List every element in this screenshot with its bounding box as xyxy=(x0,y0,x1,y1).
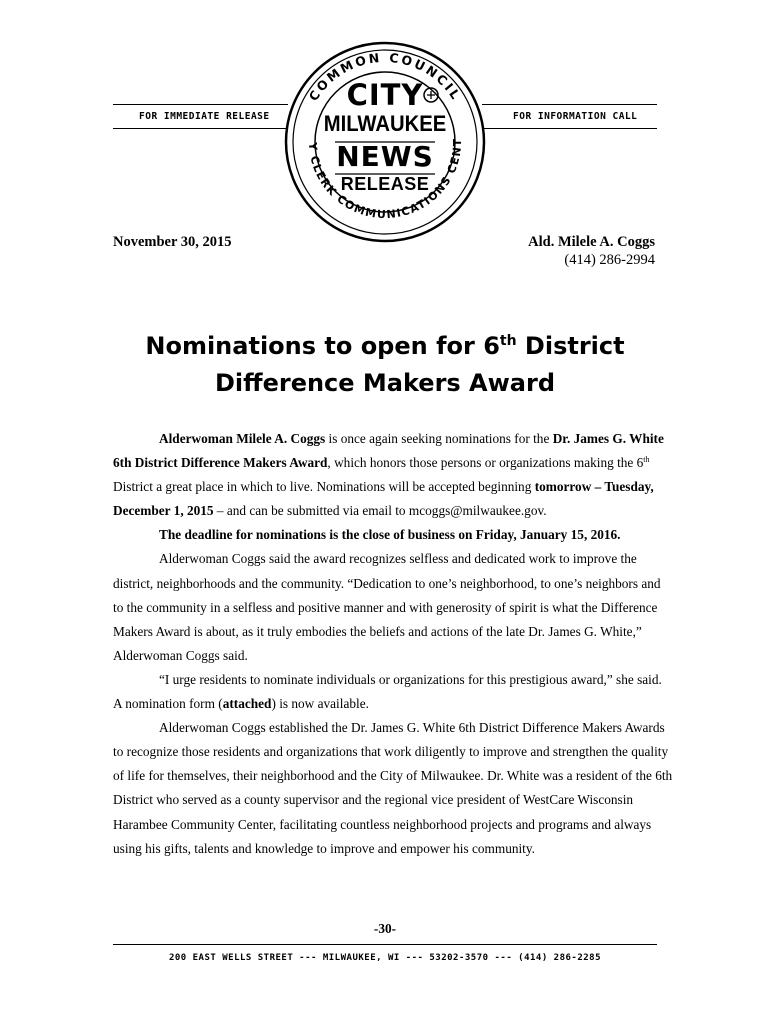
deadline-text: The deadline for nominations is the close of business on Friday, January 15, 2016. xyxy=(159,527,621,543)
footer-rule xyxy=(113,944,657,945)
paragraph-4 xyxy=(113,668,673,716)
seal-top-ring-text: COMMON COUNCIL xyxy=(305,49,465,104)
p1-text-4: – and can be submitted via email to mcoggs@milwaukee.gov. xyxy=(213,503,547,519)
p4-text-2: ) is now available. xyxy=(271,696,369,712)
headline-line-2: Difference Makers Award xyxy=(214,369,556,397)
seal-release-word: RELEASE xyxy=(340,174,430,194)
seal-milwaukee-word: MILWAUKEE xyxy=(323,111,447,136)
headline-text: Nominations to open for 6 xyxy=(145,332,500,360)
p1-text-2: , which honors those persons or organizations making the 6 xyxy=(327,455,644,471)
contact-phone: (414) 286-2994 xyxy=(564,252,655,268)
release-date: November 30, 2015 xyxy=(113,234,232,250)
city-news-release-seal xyxy=(283,40,487,244)
seal-news-word: NEWS xyxy=(336,140,434,173)
information-call-label: FOR INFORMATION CALL xyxy=(513,111,638,122)
alderwoman-name: Alderwoman Milele A. Coggs xyxy=(159,431,326,446)
award-name: Dr. James G. White 6th District Difference Makers Award xyxy=(113,431,664,471)
attached-word: attached xyxy=(222,696,272,712)
p1-text-3: District a great place in which to live. Nominations will be accepted beginning xyxy=(113,479,535,495)
release-body xyxy=(113,427,673,861)
headline-text-end: District xyxy=(516,332,625,360)
paragraph-1 xyxy=(113,427,673,523)
header-rule-left-top xyxy=(113,104,288,105)
paragraph-2-deadline xyxy=(113,523,673,547)
headline-ordinal: th xyxy=(499,333,517,349)
paragraph-5: Alderwoman Coggs established the Dr. James G. White 6th District Difference Makers Awards to recognize those residents and organizations that work diligently to improve and strengthen the quality of life for themselves, their neighborhood and the City of Milwaukee. Dr. White was a resident of the 6th District who served as a county supervisor and the regional vice president of WestCare Wisconsin Harambee Community Center, facilitating countless neighborhood projects and programs and always using his gifts, talents and knowledge to improve and empower his community. xyxy=(113,720,673,856)
header-rule-left-bottom xyxy=(113,128,288,129)
p1-ordinal: th xyxy=(643,455,650,465)
header-rule-right-bottom xyxy=(482,128,657,129)
p4-text-1: “I urge residents to nominate individuals or organizations for this prestigious award,” she said. A nomination form ( xyxy=(113,671,662,712)
contact-name: Ald. Milele A. Coggs xyxy=(528,234,655,250)
start-date: tomorrow – Tuesday, December 1, 2015 xyxy=(113,479,654,519)
seal-bottom-ring-text: Y CLERK COMMUNICATIONS CENT xyxy=(305,137,465,222)
header-rule-right-top xyxy=(482,104,657,105)
p1-text-1: is once again seeking nominations for the xyxy=(325,431,553,446)
headline-line-1 xyxy=(90,332,680,360)
paragraph-3: Alderwoman Coggs said the award recognizes selfless and dedicated work to improve the district, neighborhoods and the community. “Dedication to one’s neighborhood, to one’s neighbors and to the community in a selfless and positive manner and with generosity of spirit is what the Difference Makers Award is about, as it truly embodies the beliefs and actions of the late Dr. James G. White,” Alderwoman Coggs said. xyxy=(113,551,661,663)
footer-address: 200 EAST WELLS STREET --- MILWAUKEE, WI --- 53202-3570 --- (414) 286-2285 xyxy=(168,953,602,963)
immediate-release-label: FOR IMMEDIATE RELEASE xyxy=(139,111,270,122)
end-marker: -30- xyxy=(373,921,397,936)
seal-city-word: CITY xyxy=(346,78,424,112)
